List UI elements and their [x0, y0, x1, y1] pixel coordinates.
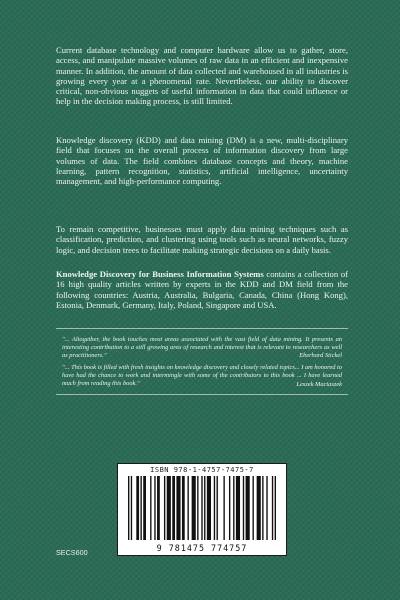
review-author-1: Eberhard Stickel — [299, 352, 342, 359]
isbn-label: ISBN 978-1-4757-7475-7 — [150, 466, 254, 474]
review-quote-2: "... This book is filled with fresh insights on knowledge discovery and closely related topics... I am honored to have had the chance to work and intermingle with some of the contributors to this book ... I have learned much from reading this book." — [62, 364, 342, 388]
quote-divider-bottom — [56, 394, 348, 395]
quote-divider-top — [56, 328, 348, 329]
review-author-2: Leszek Maciaszek — [296, 381, 342, 388]
competition-paragraph: To remain competitive, businesses must apply data mining techniques such as classification, prediction, and clustering using tools such as neural networks, fuzzy logic, and decision trees to facilitate making strategic decisions on a daily basis. — [56, 224, 348, 255]
series-code: SECS600 — [56, 548, 88, 557]
review-quote-1: "... Altogether, the book touches most areas associated with the vast field of data mining. It presents an interesting contribution to a still growing area of research and interest that is relevant to researchers as well as practitioners." — [62, 336, 342, 360]
book-description-paragraph — [56, 269, 348, 310]
book-title: Knowledge Discovery for Business Information Systems — [56, 269, 264, 279]
barcode-number: 9 781475 774757 — [156, 543, 248, 553]
barcode-icon — [128, 476, 276, 540]
isbn-barcode-box — [117, 463, 287, 556]
book-description-text: contains a collection of 16 high quality articles written by experts in the KDD and DM field from the following countries: Austria, Australia, Bulgaria, Canada, China (Hong Kong), Estonia, Denmark, Germany, Italy, Poland, Singapore and USA. — [56, 269, 348, 310]
kdd-paragraph: Knowledge discovery (KDD) and data mining (DM) is a new, multi-disciplinary field that focuses on the overall process of information discovery from large volumes of data. The field combines database concepts and theory, machine learning, pattern recognition, statistics, artificial intelligence, uncertainty management, and high-performance computing. — [56, 135, 348, 187]
intro-paragraph: Current database technology and computer hardware allow us to gather, store, access, and manipulate massive volumes of raw data in an efficient and inexpensive manner. In addition, the amount of data collected and warehoused in all industries is growing every year at a phenomenal rate. Nevertheless, our ability to discover critical, non-obvious nuggets of useful information in data that could influence or help in the decision making process, is still limited. — [56, 45, 348, 107]
